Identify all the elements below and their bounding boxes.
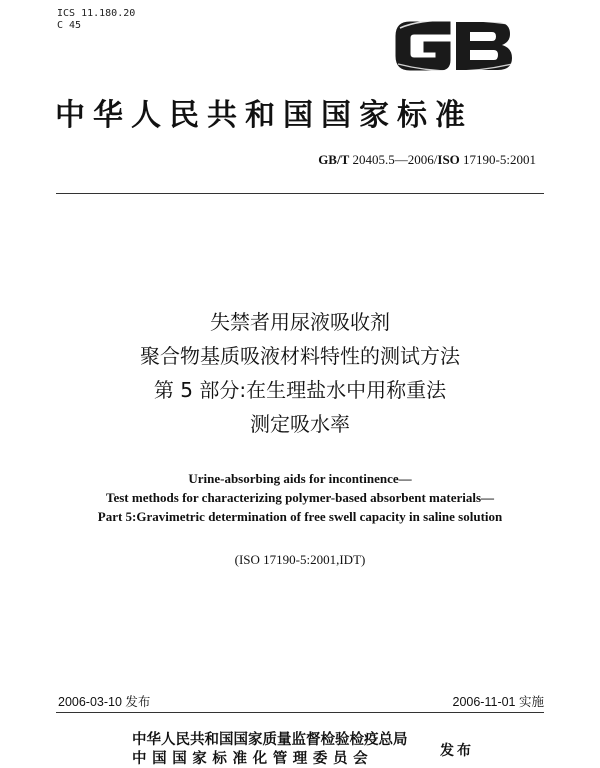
title-en-line-2: Test methods for characterizing polymer-based absorbent materials— xyxy=(105,490,495,505)
gb-logo xyxy=(392,12,516,80)
title-en-line-1: Urine-absorbing aids for incontinence— xyxy=(188,471,412,486)
gb-logo-letter-g xyxy=(396,22,450,70)
title-cn-line-1: 失禁者用尿液吸收剂 xyxy=(210,310,390,334)
standard-title: 中华人民共和国国家标准 xyxy=(55,98,473,133)
iso-equivalence: (ISO 17190-5:2001,IDT) xyxy=(234,552,366,567)
ccs-code: C 45 xyxy=(57,20,82,31)
issuer-line-1: 中华人民共和国国家质量监督检验检疫总局 xyxy=(132,731,408,748)
standard-number xyxy=(318,152,536,168)
title-cn-line-3: 第 5 部分:在生理盐水中用称重法 xyxy=(153,378,447,402)
title-en-line-3: Part 5:Gravimetric determination of free swell capacity in saline solution xyxy=(97,509,503,524)
standard-number-main: 20405.5—2006/ xyxy=(349,152,438,167)
issuing-authorities xyxy=(132,730,408,768)
title-cn-line-2: 聚合物基质吸液材料特性的测试方法 xyxy=(140,344,460,368)
standard-number-prefix: GB/T xyxy=(318,152,350,167)
standard-number-iso: 17190-5:2001 xyxy=(459,152,536,167)
gb-logo-graphic xyxy=(392,12,516,80)
title-cn-line-4: 测定吸水率 xyxy=(250,412,350,436)
classification-codes xyxy=(57,8,135,32)
gb-logo-letter-b xyxy=(456,22,512,70)
standard-number-iso-prefix: ISO xyxy=(437,152,460,167)
publish-label: 发布 xyxy=(440,743,474,759)
implementation-date: 2006-11-01 实施 xyxy=(452,695,544,709)
ics-code: ICS 11.180.20 xyxy=(57,8,136,19)
issue-date: 2006-03-10 发布 xyxy=(58,695,151,709)
footer-divider xyxy=(56,712,544,713)
issuer-line-2: 中国国家标准化管理委员会 xyxy=(132,750,374,767)
header-divider xyxy=(56,193,544,194)
